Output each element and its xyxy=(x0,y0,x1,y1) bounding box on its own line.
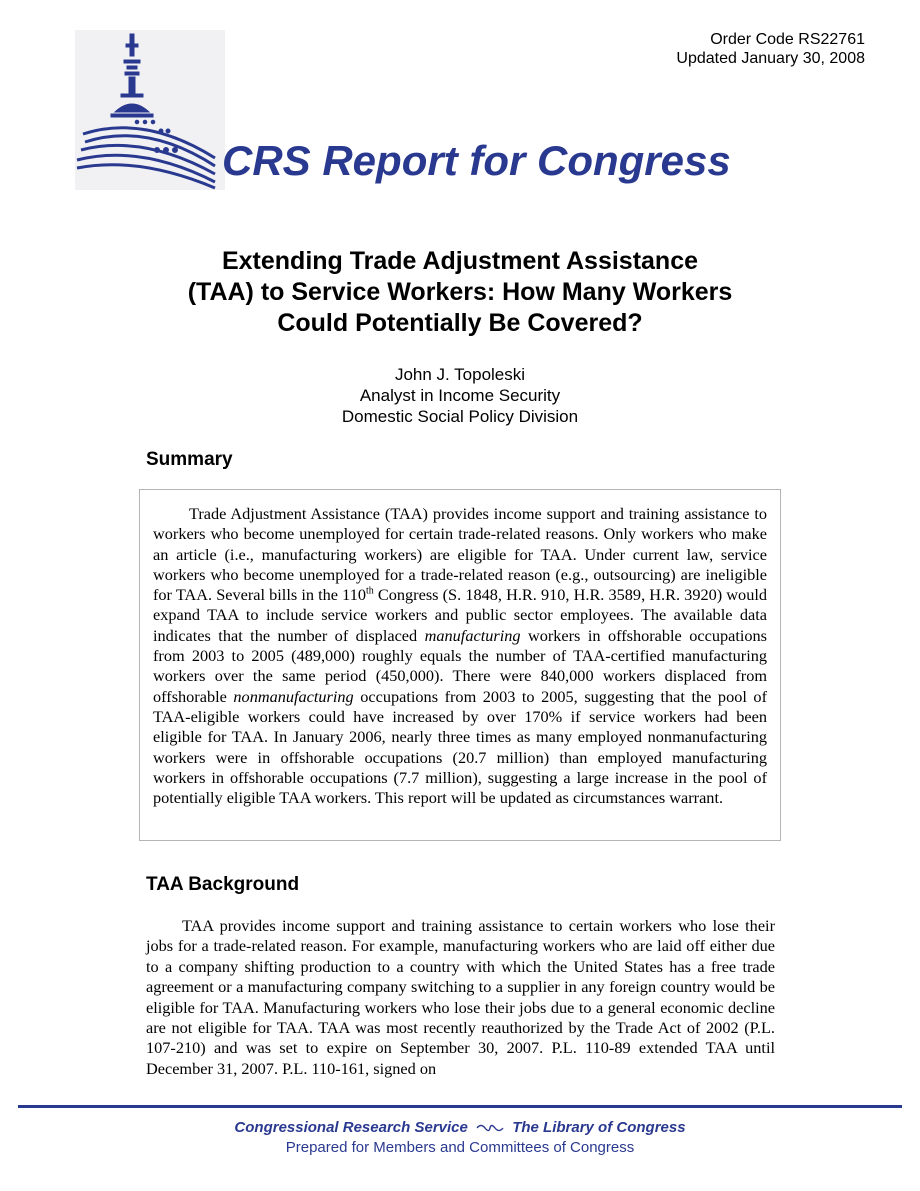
title-line: (TAA) to Service Workers: How Many Workers xyxy=(187,278,733,306)
capitol-dome-icon xyxy=(75,30,225,190)
ornament-icon xyxy=(476,1120,504,1137)
background-heading: TAA Background xyxy=(146,874,300,895)
author-name: John J. Topoleski xyxy=(394,365,526,384)
title-line: Extending Trade Adjustment Assistance xyxy=(221,247,699,275)
footer-divider xyxy=(18,1105,902,1108)
author-position: Analyst in Income Security xyxy=(359,386,561,405)
footer-loc: The Library of Congress xyxy=(512,1119,686,1136)
summary-paragraph: Trade Adjustment Assistance (TAA) provides income support and training assistance to workers who become unemployed for certain trade-related reasons. Only workers who make an article (i.e., manufacturing workers) are eligible for TAA. Under current law, service workers who become unemployed for a trade-related reason (e.g., outsourcing) are ineligible for TAA. Several bills in the 110th Congress (S. 1848, H.R. 910, H.R. 3589, H.R. 3920) would expand TAA to include service workers and public sector employees. The available data indicates that the number of displaced manufacturing workers in offshorable occupations from 2003 to 2005 (489,000) roughly equals the number of TAA-certified manufacturing workers over the same period (450,000). There were 840,000 workers displaced from offshorable nonmanufacturing occupations from 2003 to 2005, suggesting that the pool of TAA-eligible workers could have increased by over 170% if service workers had been eligible for TAA. In January 2006, nearly three times as many employed nonmanufacturing workers were in offshorable occupations (20.7 million) than employed manufacturing workers in offshorable occupations (7.7 million), suggesting a large increase in the pool of potentially eligible TAA workers. This report will be updated as circumstances warrant. xyxy=(153,504,768,808)
summary-heading: Summary xyxy=(146,449,233,470)
order-info xyxy=(676,30,865,68)
updated-date: Updated January 30, 2008 xyxy=(676,50,865,67)
document-title xyxy=(0,246,920,339)
crs-report-title: CRS Report for Congress xyxy=(222,137,731,184)
author-division: Domestic Social Policy Division xyxy=(341,407,579,426)
title-line: Could Potentially Be Covered? xyxy=(277,309,643,337)
author-block xyxy=(0,364,920,427)
footer-line-1 xyxy=(0,1119,920,1137)
background-paragraph: TAA provides income support and training assistance to certain workers who lose their jobs for a trade-related reason. For example, manufacturing workers who are laid off either due to a company shifting production to a country with which the United States has a free trade agreement or a manufacturing company switching to a supplier in any foreign country would be eligible for TAA. Manufacturing workers who lose their jobs due to a general economic decline are not eligible for TAA. TAA was most recently reauthorized by the Trade Act of 2002 (P.L. 107-210) and was set to expire on September 30, 2007. P.L. 110-89 extended TAA until December 31, 2007. P.L. 110-161, signed on xyxy=(146,916,775,1078)
footer-line-2: Prepared for Members and Committees of Congress xyxy=(285,1139,635,1156)
summary-box xyxy=(139,489,781,841)
order-code: Order Code RS22761 xyxy=(710,31,865,48)
footer-crs: Congressional Research Service xyxy=(234,1119,468,1136)
